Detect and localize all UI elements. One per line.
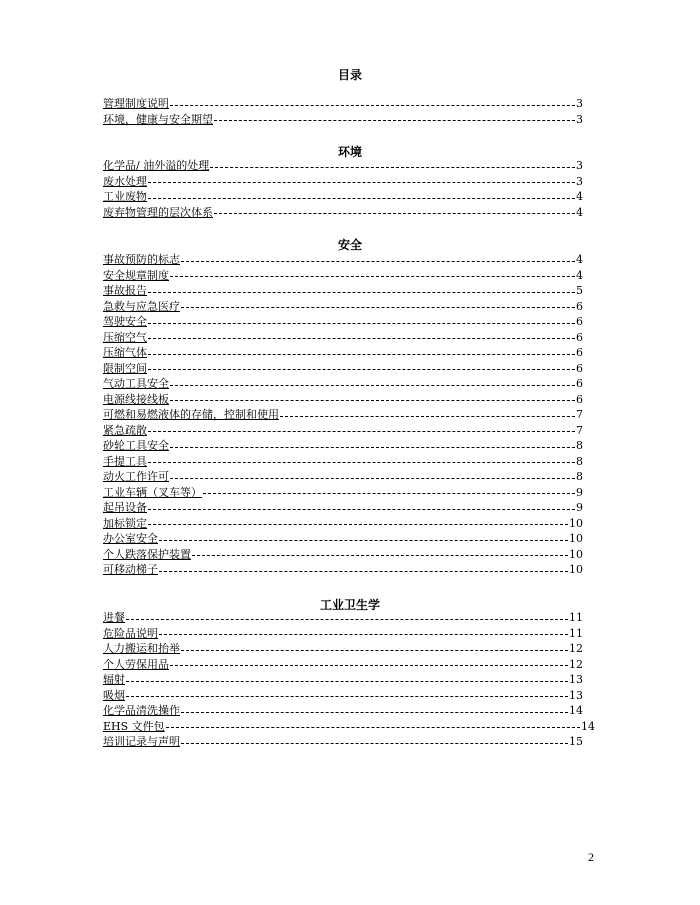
toc-entry[interactable] [103, 158, 583, 174]
toc-entry[interactable] [103, 610, 583, 626]
toc-entry[interactable] [103, 189, 583, 205]
dot-leader [181, 742, 568, 744]
toc-entry-page: 9 [576, 501, 583, 514]
dot-leader [280, 415, 575, 417]
dot-leader [159, 633, 568, 635]
toc-entry-title[interactable]: 事故预防的标志 [103, 253, 180, 266]
toc-entry[interactable] [103, 454, 583, 470]
toc-entry-title[interactable]: 电源线接线板 [103, 392, 169, 406]
toc-entry-page: 13 [569, 688, 583, 702]
dot-leader [203, 492, 575, 494]
toc-entry-title[interactable]: 管理制度说明 [103, 97, 169, 110]
toc-entry-page: 14 [569, 704, 583, 717]
toc-entry-title[interactable]: 急救与应急医疗 [103, 299, 180, 313]
dot-leader [148, 353, 575, 355]
toc-entry[interactable] [103, 516, 583, 532]
dot-leader [148, 197, 575, 199]
toc-entry-page: 8 [576, 439, 583, 452]
toc-entry[interactable] [103, 485, 583, 501]
toc-list [103, 610, 595, 750]
toc-entry-title[interactable]: 工业废物 [103, 190, 147, 203]
toc-entry-title[interactable]: 危险品说明 [103, 626, 158, 640]
toc-entry[interactable] [103, 407, 583, 423]
toc-entry-title[interactable]: 动火工作许可 [103, 470, 169, 483]
toc-entry-page: 8 [576, 470, 583, 483]
toc-entry-title[interactable]: 加标锁定 [103, 516, 147, 530]
toc-entry-title[interactable]: 废水处理 [103, 174, 147, 188]
toc-entry-page: 6 [576, 299, 583, 313]
toc-entry[interactable] [103, 657, 583, 673]
toc-entry[interactable] [103, 531, 583, 547]
toc-entry[interactable] [103, 688, 583, 704]
section-title: 目录 [337, 68, 362, 82]
toc-entry[interactable] [103, 392, 583, 408]
toc-entry-page: 3 [576, 174, 583, 188]
toc-entry-page: 10 [569, 532, 583, 545]
toc-entry-page: 4 [576, 205, 583, 219]
section-title: 工业卫生学 [319, 598, 380, 612]
section-title: 安全 [337, 238, 362, 252]
toc-entry-title[interactable]: 个人劳保用品 [103, 657, 169, 671]
dot-leader [126, 695, 568, 697]
toc-entry[interactable] [103, 361, 583, 377]
toc-entry-title[interactable]: 压缩气体 [103, 346, 147, 359]
toc-entry-page: 3 [576, 159, 583, 172]
toc-entry[interactable] [103, 438, 583, 454]
toc-entry-title[interactable]: 进餐 [103, 611, 125, 624]
toc-entry-page: 11 [569, 626, 583, 640]
toc-entry-page: 9 [576, 485, 583, 499]
dot-leader [170, 477, 575, 479]
toc-entry[interactable] [103, 283, 583, 299]
dot-leader [148, 337, 575, 339]
toc-entry-page: 10 [569, 516, 583, 530]
toc-entry-title[interactable]: 废弃物管理的层次体系 [103, 205, 213, 219]
dot-leader [210, 166, 575, 168]
toc-entry[interactable] [103, 641, 583, 657]
dot-leader [214, 212, 575, 214]
toc-entry-title[interactable]: 可燃和易燃液体的存储，控制和使用 [103, 408, 279, 421]
toc-entry-title[interactable]: 辐射 [103, 673, 125, 686]
toc-entry-title[interactable]: 安全规章制度 [103, 268, 169, 282]
dot-leader [181, 260, 575, 262]
toc-entry-page: 15 [569, 735, 583, 748]
dot-leader [192, 554, 568, 556]
page-number: 2 [588, 850, 594, 864]
toc-entry-page: 6 [576, 330, 583, 344]
toc-entry-page: 6 [576, 392, 583, 406]
toc-entry-page: 10 [569, 547, 583, 561]
toc-entry[interactable] [103, 500, 583, 516]
toc-list [103, 252, 583, 578]
toc-entry-page: 12 [569, 642, 583, 655]
toc-entry-page: 10 [569, 563, 583, 576]
dot-leader [170, 384, 575, 386]
dot-leader [126, 680, 568, 682]
toc-entry[interactable] [103, 734, 583, 750]
dot-leader [148, 291, 575, 293]
toc-entry-page: 4 [576, 268, 583, 282]
toc-entry[interactable] [103, 719, 595, 735]
toc-entry[interactable] [103, 672, 583, 688]
toc-entry-title[interactable]: 化学品清洗操作 [103, 704, 180, 717]
toc-entry-page: 7 [576, 423, 583, 437]
toc-entry-title[interactable]: 手提工具 [103, 454, 147, 468]
toc-list [103, 158, 583, 220]
dot-leader [170, 399, 575, 401]
toc-entry[interactable] [103, 174, 583, 190]
dot-leader [170, 104, 575, 106]
toc-entry[interactable] [103, 547, 583, 563]
dot-leader [126, 618, 568, 620]
toc-entry-title[interactable]: EHS 文件包 [103, 719, 165, 733]
toc-entry[interactable] [103, 345, 583, 361]
toc-entry-page: 4 [576, 253, 583, 266]
dot-leader [170, 664, 568, 666]
toc-entry-title[interactable]: 工业车辆（叉车等） [103, 485, 202, 499]
dot-leader [170, 446, 575, 448]
toc-entry-page: 8 [576, 454, 583, 468]
toc-list [103, 96, 583, 127]
toc-entry[interactable] [103, 268, 583, 284]
dot-leader [148, 523, 568, 525]
dot-leader [166, 726, 580, 728]
toc-entry-title[interactable]: 限制空间 [103, 361, 147, 375]
dot-leader [159, 570, 568, 572]
toc-entry[interactable] [103, 205, 583, 221]
toc-entry-title[interactable]: 事故报告 [103, 284, 147, 297]
toc-entry-title[interactable]: 起吊设备 [103, 501, 147, 514]
toc-entry-page: 4 [576, 190, 583, 203]
toc-entry-page: 6 [576, 377, 583, 390]
dot-leader [181, 649, 568, 651]
toc-entry-page: 11 [569, 611, 583, 624]
dot-leader [148, 508, 575, 510]
dot-leader [148, 181, 575, 183]
toc-entry-title[interactable]: 办公室安全 [103, 532, 158, 545]
toc-entry-page: 6 [576, 315, 583, 328]
toc-entry-page: 12 [569, 657, 583, 671]
dot-leader [148, 461, 575, 463]
section-title: 环境 [337, 145, 362, 159]
toc-entry-title[interactable]: 环境，健康与安全期望 [103, 112, 213, 126]
toc-entry[interactable] [103, 376, 583, 392]
toc-entry-title[interactable]: 驾驶安全 [103, 315, 147, 328]
dot-leader [214, 119, 575, 121]
toc-entry[interactable] [103, 469, 583, 485]
toc-entry-title[interactable]: 人力搬运和抬举 [103, 642, 180, 655]
dot-leader [170, 275, 575, 277]
toc-entry[interactable] [103, 112, 583, 128]
toc-entry-title[interactable]: 紧急疏散 [103, 423, 147, 437]
toc-entry-page: 7 [576, 408, 583, 421]
toc-entry-title[interactable]: 可移动梯子 [103, 563, 158, 576]
dot-leader [181, 711, 568, 713]
toc-entry-page: 13 [569, 673, 583, 686]
toc-entry[interactable] [103, 562, 583, 578]
dot-leader [148, 322, 575, 324]
toc-entry-page: 6 [576, 361, 583, 375]
toc-entry-title[interactable]: 化学品/ 油外溢的处理 [103, 159, 210, 172]
toc-entry-title[interactable]: 吸烟 [103, 688, 125, 702]
dot-leader [148, 430, 575, 432]
toc-entry-title[interactable]: 砂轮工具安全 [103, 439, 169, 452]
toc-entry[interactable] [103, 314, 583, 330]
dot-leader [148, 368, 575, 370]
toc-entry-title[interactable]: 个人跌落保护装置 [103, 547, 191, 561]
toc-entry-title[interactable]: 气动工具安全 [103, 377, 169, 390]
toc-entry[interactable] [103, 96, 583, 112]
toc-entry-page: 14 [581, 719, 595, 733]
toc-entry[interactable] [103, 252, 583, 268]
toc-entry-page: 6 [576, 346, 583, 359]
toc-entry[interactable] [103, 330, 583, 346]
toc-entry-page: 5 [576, 284, 583, 297]
toc-entry-page: 3 [576, 97, 583, 110]
toc-entry[interactable] [103, 423, 583, 439]
toc-entry-title[interactable]: 培训记录与声明 [103, 735, 180, 748]
dot-leader [159, 539, 568, 541]
toc-entry[interactable] [103, 299, 583, 315]
toc-entry[interactable] [103, 703, 583, 719]
toc-entry-title[interactable]: 压缩空气 [103, 330, 147, 344]
toc-entry[interactable] [103, 626, 583, 642]
toc-entry-page: 3 [576, 112, 583, 126]
dot-leader [181, 306, 575, 308]
